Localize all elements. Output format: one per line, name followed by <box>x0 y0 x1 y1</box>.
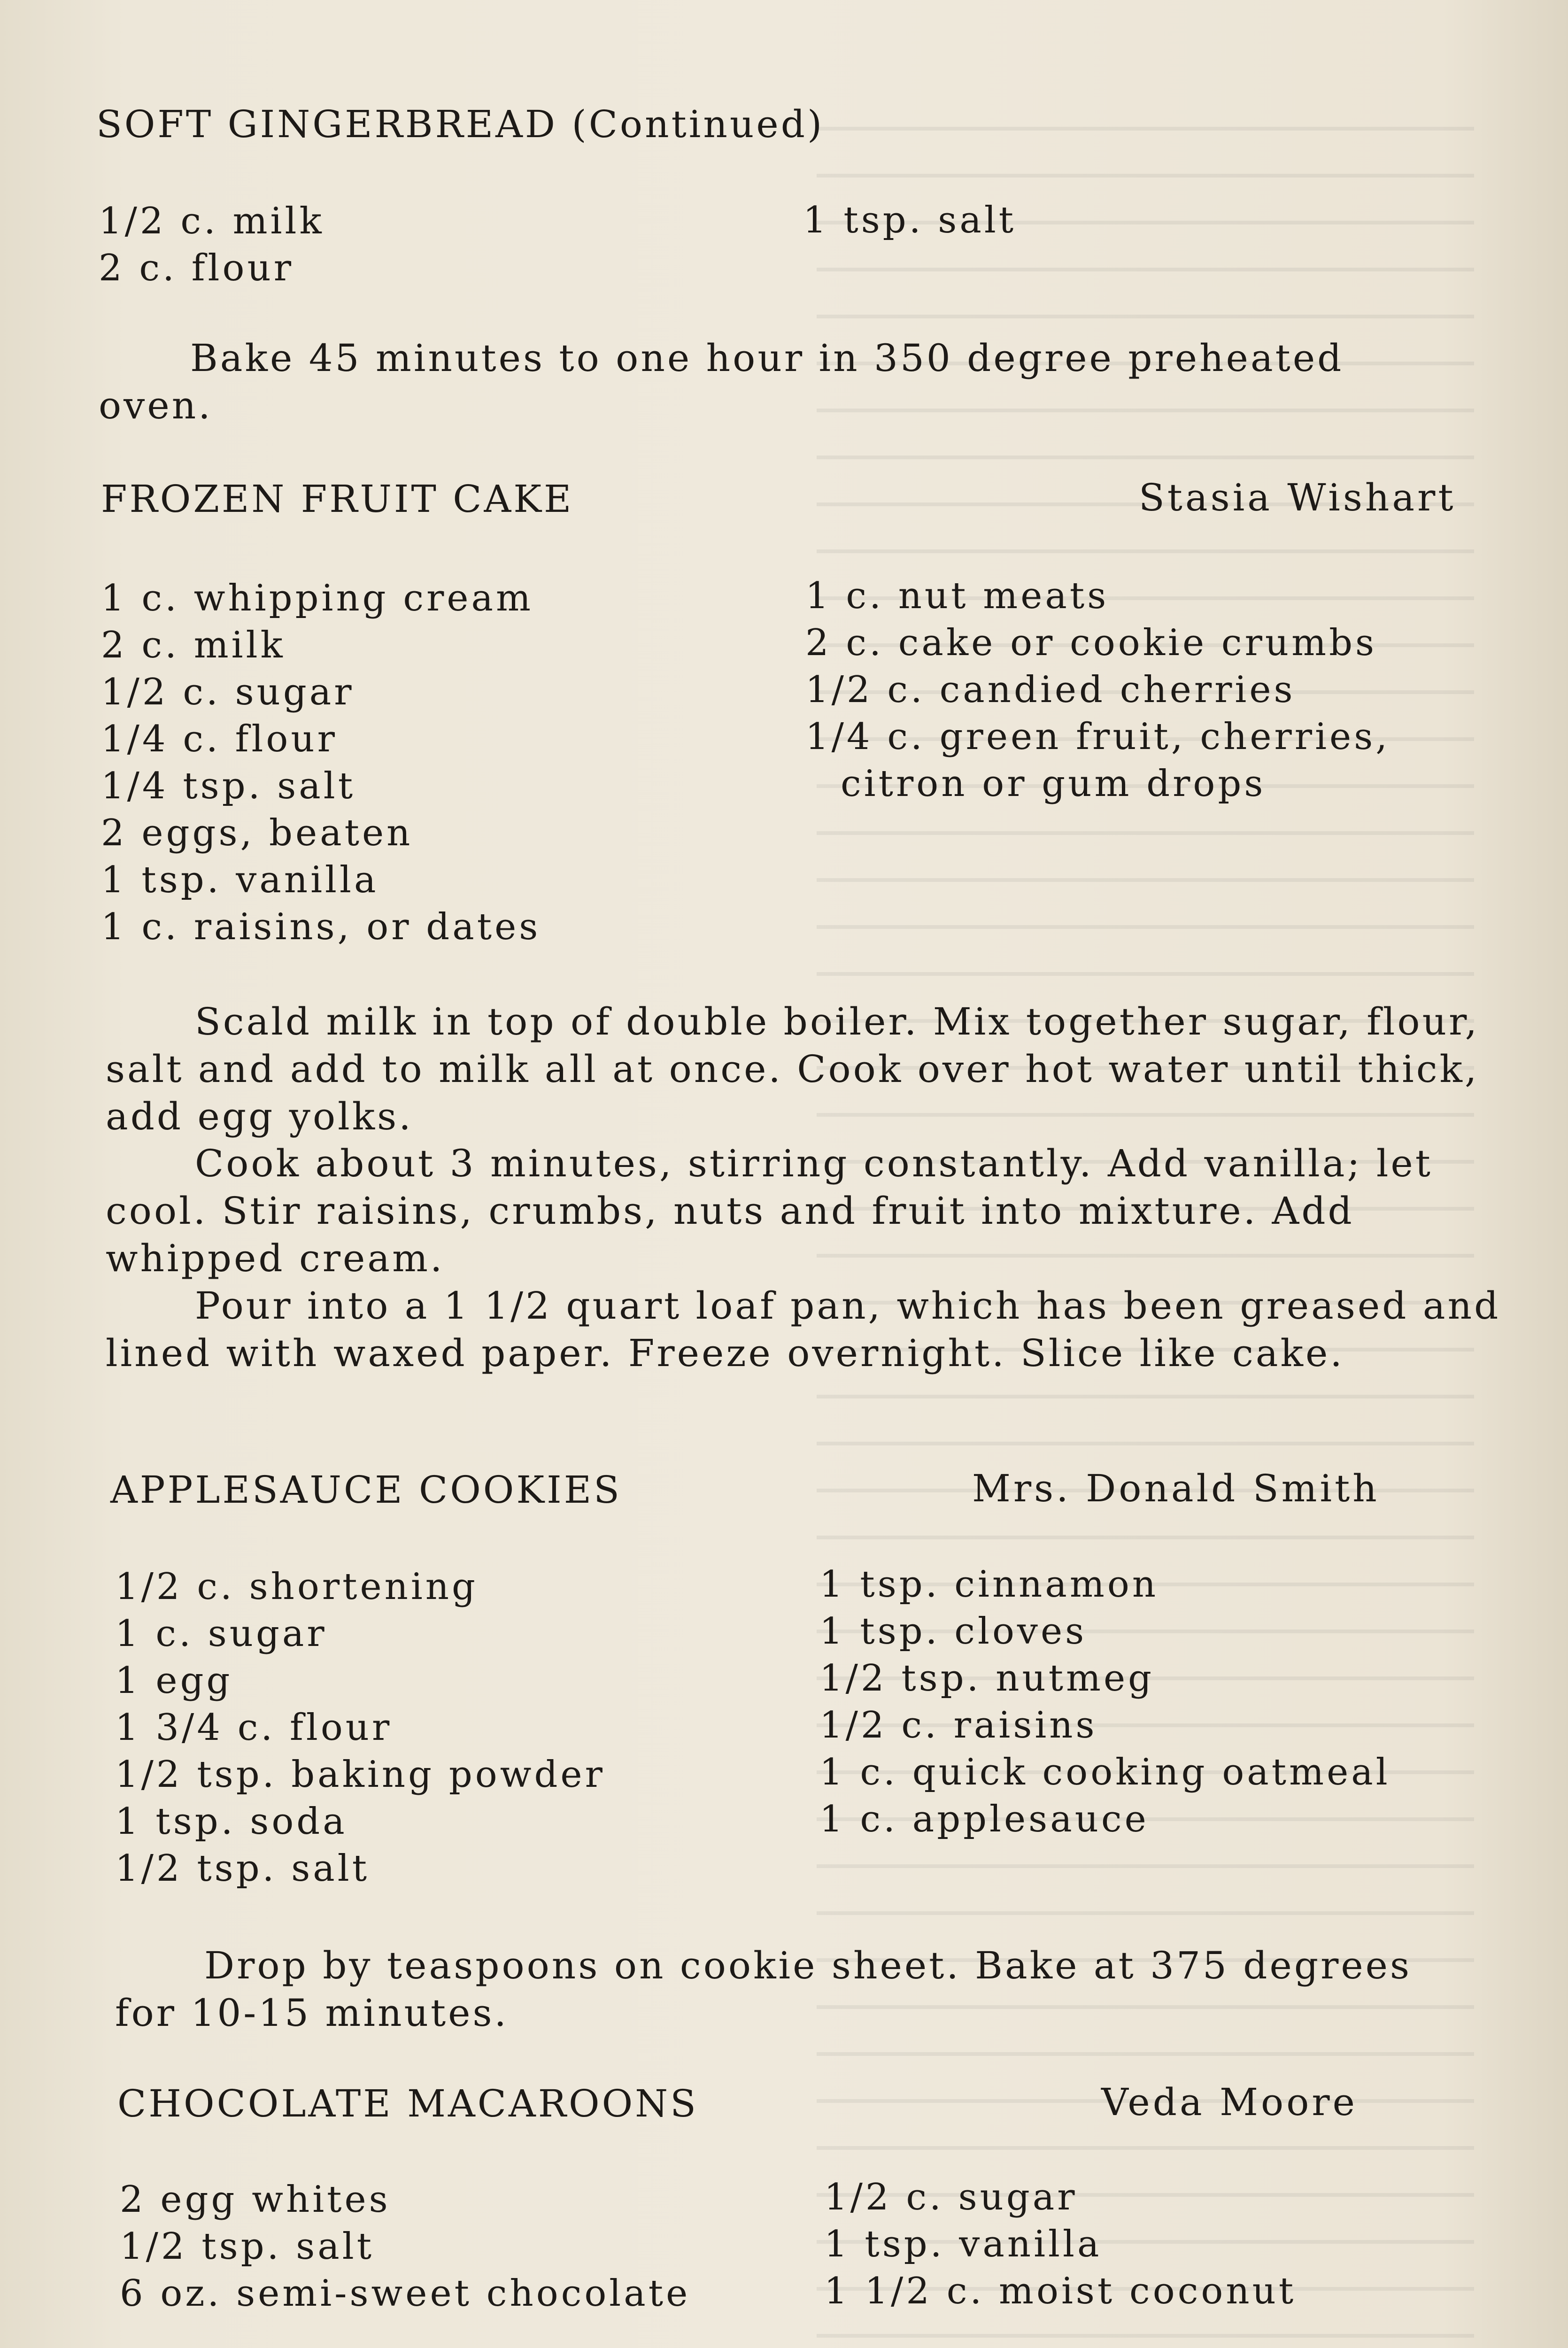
ingredient-item: 1/2 tsp. nutmeg <box>819 1657 1155 1699</box>
recipe-directions: Pour into a 1 1/2 quart loaf pan, which has been greased and lined with waxed paper. Freeze overnight. Slice like cake. <box>106 1284 1501 1375</box>
recipe-directions: Bake 45 minutes to one hour in 350 degree preheated oven. <box>99 336 1344 427</box>
ingredient-item: 1 c. raisins, or dates <box>101 906 541 948</box>
recipe-contributor: Mrs. Donald Smith <box>972 1467 1380 1510</box>
ingredient-item: 1/2 c. raisins <box>819 1704 1097 1746</box>
ingredient-item: 1/2 tsp. salt <box>115 1847 370 1890</box>
ingredient-item: 1 tsp. cloves <box>819 1610 1087 1653</box>
ingredient-item: 1 c. sugar <box>115 1613 327 1655</box>
ingredient-item: 1 c. quick cooking oatmeal <box>819 1751 1390 1793</box>
ingredient-item: citron or gum drops <box>841 763 1266 805</box>
ingredient-item: 1/2 tsp. baking powder <box>115 1753 605 1796</box>
ingredient-item: 1/2 c. sugar <box>101 671 355 713</box>
ingredient-item: 1 1/2 c. moist coconut <box>824 2270 1297 2312</box>
ingredient-item: 2 c. flour <box>99 247 294 289</box>
recipe-title: CHOCOLATE MACAROONS <box>117 2082 698 2125</box>
ingredient-item: 1 tsp. salt <box>803 199 1017 241</box>
recipe-contributor: Veda Moore <box>1101 2080 1358 2124</box>
ingredient-item: 2 egg whites <box>120 2178 391 2221</box>
ingredient-item: 2 eggs, beaten <box>101 812 413 854</box>
recipe-directions: Scald milk in top of double boiler. Mix together sugar, flour, salt and add to milk all at once. Cook over hot water until thick, add egg yolks. <box>106 1000 1479 1138</box>
ingredient-item: 1 tsp. vanilla <box>101 859 379 901</box>
ingredient-item: 1 c. whipping cream <box>101 577 534 619</box>
ingredient-item: 1 tsp. cinnamon <box>819 1563 1159 1606</box>
recipe-directions: Cook about 3 minutes, stirring constantly. Add vanilla; let cool. Stir raisins, crumbs, nuts and fruit into mixture. Add whipped cream. <box>106 1142 1433 1280</box>
ingredient-item: 1/4 c. flour <box>101 718 338 760</box>
ingredient-item: 1 3/4 c. flour <box>115 1707 393 1749</box>
ingredient-item: 1 tsp. vanilla <box>824 2223 1102 2265</box>
recipe-title: SOFT GINGERBREAD (Continued) <box>96 102 825 146</box>
ingredient-item: 1/2 c. shortening <box>115 1566 478 1608</box>
ingredient-item: 1/2 c. sugar <box>824 2176 1078 2218</box>
ingredient-item: 1 c. applesauce <box>819 1798 1149 1840</box>
ingredient-item: 1/2 tsp. salt <box>120 2225 375 2268</box>
ingredient-item: 1 egg <box>115 1660 233 1702</box>
ingredient-item: 1/2 c. candied cherries <box>805 669 1296 711</box>
ingredient-item: 1 tsp. soda <box>115 1800 348 1843</box>
recipe-title: APPLESAUCE COOKIES <box>110 1468 622 1512</box>
ingredient-item: 1 c. nut meats <box>805 575 1109 617</box>
recipe-directions: Drop by teaspoons on cookie sheet. Bake at 375 degrees for 10-15 minutes. <box>115 1944 1412 2035</box>
ingredient-item: 6 oz. semi-sweet chocolate <box>120 2272 691 2315</box>
recipe-title: FROZEN FRUIT CAKE <box>101 477 574 521</box>
ingredient-item: 2 c. cake or cookie crumbs <box>805 622 1377 664</box>
ingredient-item: 1/4 tsp. salt <box>101 765 356 807</box>
recipe-contributor: Stasia Wishart <box>1139 476 1456 519</box>
ingredient-item: 1/4 c. green fruit, cherries, <box>805 716 1390 758</box>
ingredient-item: 1/2 c. milk <box>99 200 324 242</box>
ingredient-item: 2 c. milk <box>101 624 286 666</box>
